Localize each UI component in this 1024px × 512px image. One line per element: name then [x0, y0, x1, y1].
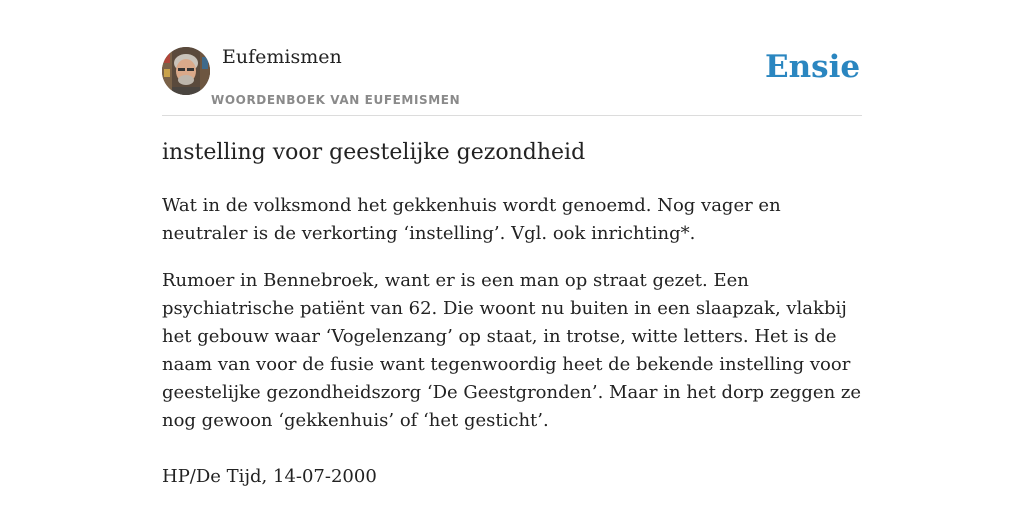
entry-title: instelling voor geestelijke gezondheid	[162, 140, 586, 165]
entry-definition: Wat in de volksmond het gekkenhuis wordt genoemd. Nog vager en neutraler is de verkorting ‘instelling’. Vgl. ook inrichting*.	[162, 195, 781, 244]
entry-example: Rumoer in Bennebroek, want er is een man op straat gezet. Een psychiatrische patiënt van 62. Die woont nu buiten in een slaapzak, vlakbij het gebouw waar ‘Vogelenzang’ op staat, in trotse, witte letters. Het is de naam van voor de fusie want tegenwoordig heet de bekende instelling voor geestelijke gezondheidszorg ‘De Geestgronden’. Maar in het dorp zeggen ze nog gewoon ‘gekkenhuis’ of ‘het gesticht’.	[162, 270, 862, 431]
author-name[interactable]: Eufemismen	[222, 46, 342, 68]
header-divider	[162, 115, 862, 116]
brand-logo[interactable]: Ensie	[765, 49, 861, 85]
author-avatar[interactable]	[162, 47, 210, 95]
author-photo	[162, 47, 210, 95]
entry-source: HP/De Tijd, 14-07-2000	[162, 466, 377, 487]
dictionary-subtitle[interactable]: WOORDENBOEK VAN EUFEMISMEN	[211, 93, 461, 107]
